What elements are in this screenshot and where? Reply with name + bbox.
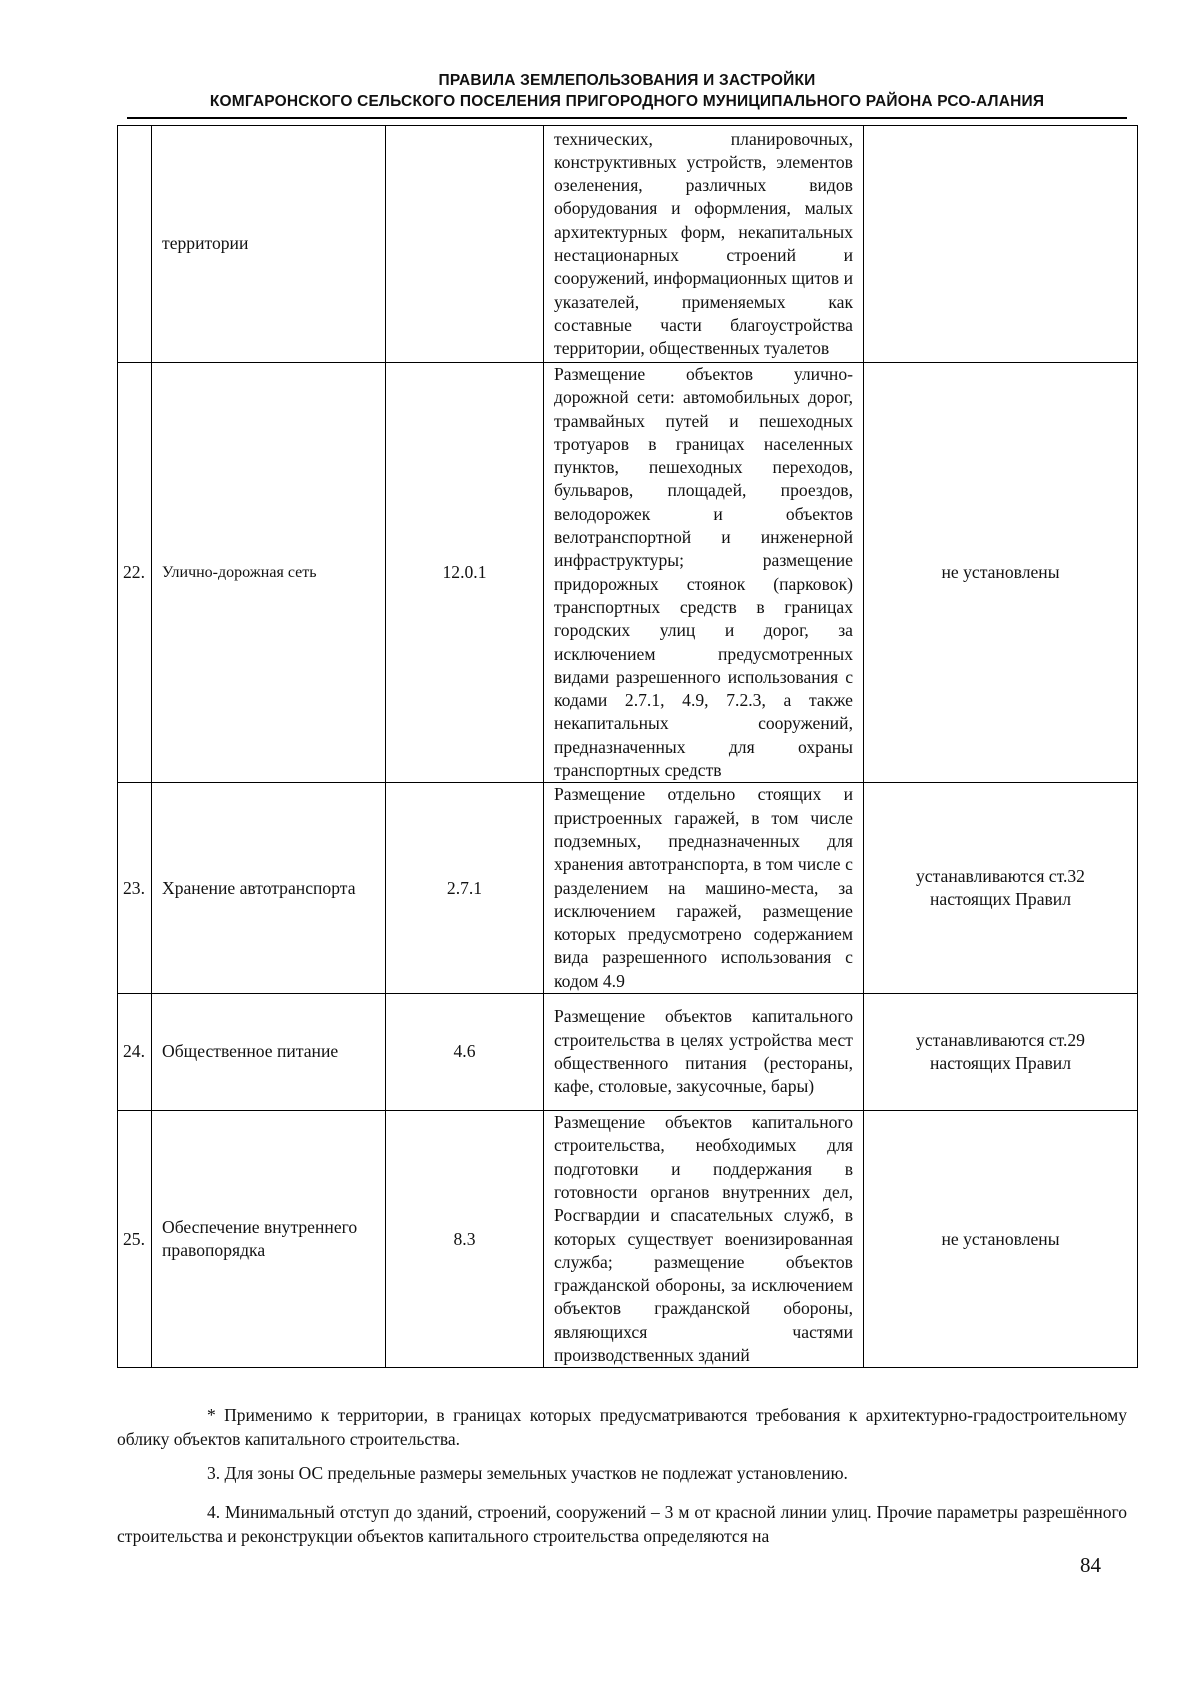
cell-code: 2.7.1	[386, 783, 544, 994]
cell-description: Размещение отдельно стоящих и пристроенных гаражей, в том числе подземных, предназначенных для хранения автотранспорта, в том числе с разделением на машино-места, за исключением гаражей, размещение которых предусмотрено содержанием вида разрешенного использования с кодом 4.9	[544, 783, 864, 994]
cell-description: Размещение объектов капитального строительства в целях устройства мест общественного питания (рестораны, кафе, столовые, закусочные, бары)	[544, 994, 864, 1111]
footnote: * Применимо к территории, в границах которых предусматриваются требования к архитектурно-градостроительному облику объектов капитального строительства.	[117, 1405, 1127, 1449]
cell-name: территории	[152, 126, 386, 363]
cell-params	[864, 126, 1138, 363]
paragraph-4: 4. Минимальный отступ до зданий, строений, сооружений – 3 м от красной линии улиц. Прочие параметры разрешённого строительства и реконструкции объектов капитального строительства определяются на	[117, 1502, 1127, 1546]
document-header	[127, 70, 1127, 112]
cell-num: 24.	[118, 994, 152, 1111]
table-row	[118, 783, 1138, 994]
header-line-1: ПРАВИЛА ЗЕМЛЕПОЛЬЗОВАНИЯ И ЗАСТРОЙКИ	[438, 72, 816, 89]
cell-name: Улично-дорожная сеть	[152, 363, 386, 783]
cell-code: 12.0.1	[386, 363, 544, 783]
cell-code: 8.3	[386, 1111, 544, 1368]
cell-code: 4.6	[386, 994, 544, 1111]
cell-num: 23.	[118, 783, 152, 994]
paragraph-3: 3. Для зоны ОС предельные размеры земельных участков не подлежат установлению.	[207, 1463, 848, 1483]
cell-params: не установлены	[864, 363, 1138, 783]
land-use-table	[117, 125, 1138, 1368]
cell-description: технических, планировочных, конструктивных устройств, элементов озеленения, различных видов оборудования и оформления, малых архитектурных форм, некапитальных нестационарных строений и сооружений, информационных щитов и указателей, применяемых как составные части благоустройства территории, общественных туалетов	[544, 126, 864, 363]
cell-description: Размещение объектов улично-дорожной сети: автомобильных дорог, трамвайных путей и пешеходных тротуаров в границах населенных пунктов, пешеходных переходов, бульваров, площадей, проездов, велодорожек и объектов велотранспортной и инженерной инфраструктуры; размещение придорожных стоянок (парковок) транспортных средств в границах городских улиц и дорог, за исключением предусмотренных видами разрешенного использования с кодами 2.7.1, 4.9, 7.2.3, а также некапитальных сооружений, предназначенных для охраны транспортных средств	[544, 363, 864, 783]
table-row-continuation	[118, 126, 1138, 363]
table-row	[118, 994, 1138, 1111]
cell-params: не установлены	[864, 1111, 1138, 1368]
table-row	[118, 1111, 1138, 1368]
cell-num	[118, 126, 152, 363]
cell-num: 22.	[118, 363, 152, 783]
header-line-2: КОМГАРОНСКОГО СЕЛЬСКОГО ПОСЕЛЕНИЯ ПРИГОРОДНОГО МУНИЦИПАЛЬНОГО РАЙОНА РСО-АЛАНИЯ	[209, 93, 1045, 110]
cell-code	[386, 126, 544, 363]
table-row	[118, 363, 1138, 783]
cell-name: Общественное питание	[152, 994, 386, 1111]
cell-name: Обеспечение внутреннего правопорядка	[152, 1111, 386, 1368]
cell-num: 25.	[118, 1111, 152, 1368]
cell-description: Размещение объектов капитального строительства, необходимых для подготовки и поддержания в готовности органов внутренних дел, Росгвардии и спасательных служб, в которых существует военизированная служба; размещение объектов гражданской обороны, за исключением объектов гражданской обороны, являющихся частями производственных зданий	[544, 1111, 864, 1368]
header-rule	[127, 117, 1127, 119]
cell-params: устанавливаются ст.29 настоящих Правил	[864, 994, 1138, 1111]
cell-params: устанавливаются ст.32 настоящих Правил	[864, 783, 1138, 994]
cell-name: Хранение автотранспорта	[152, 783, 386, 994]
page-number: 84	[1080, 1553, 1101, 1577]
